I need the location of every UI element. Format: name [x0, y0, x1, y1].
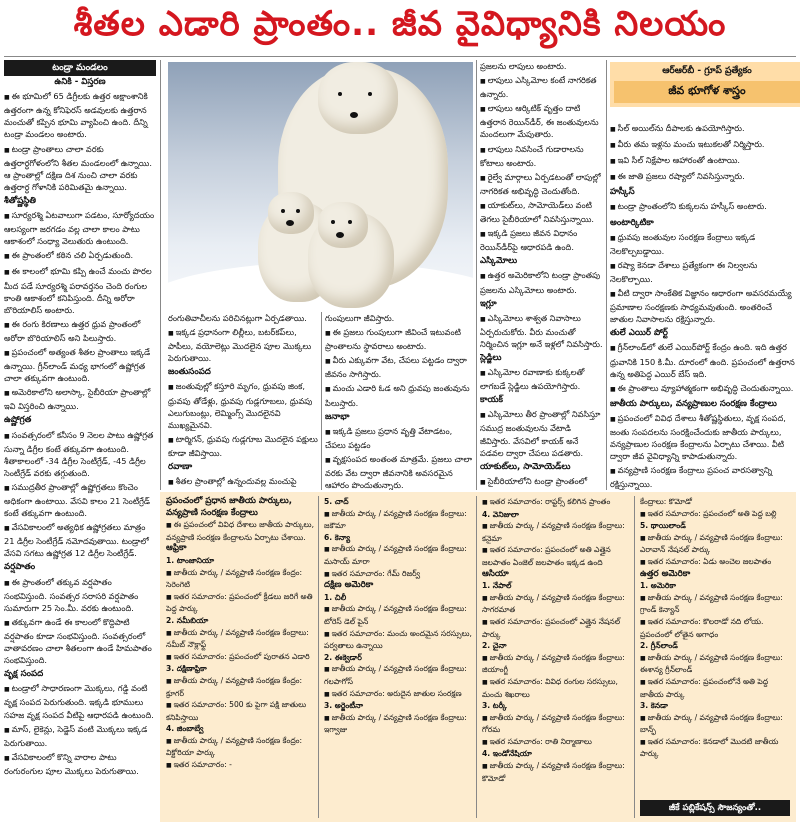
eye: [331, 220, 335, 224]
paragraph: ■ ఈ ప్రాంతాలు వ్యూహాత్మకంగా అభివృద్ధి చెందుతున్నాయి.: [610, 382, 796, 396]
third-column: [480, 60, 604, 490]
parks-table-box: [160, 492, 796, 822]
subheading: జనాభా: [325, 411, 350, 422]
list-item: ■ జాతీయ పార్కు / వన్యప్రాణి సంరక్షణ కేంద్రాలు: గోరమ: [482, 712, 632, 736]
list-item: ■ జాతీయ పార్కు / వన్యప్రాణి సంరక్షణ కేంద్రాలు: సాగరమాత: [482, 592, 632, 616]
list-item: 5. చాద్: [324, 497, 349, 506]
list-item: ■ ఇతర సమాచారం: ప్రపంచంలో అతి ఎత్తైన జలపాతం ఏంజెల్ జలపాతం ఇక్కడ ఉంది: [482, 544, 632, 568]
cub-right-head: [318, 202, 368, 248]
paragraph: ■ సైబీరియాలోని టండ్రా ప్రాంతంలో: [480, 475, 604, 490]
paragraph: ■ వీటి ద్వారా సాంకేతిక విజ్ఞానం ఆధారంగా అవసరమయ్యే ప్రమాణాల సంరక్షణకు సాధ్యమవుతుంది. అంతరించే జాతుల నివాసాలను రక్షిస్తున్నారు.: [610, 287, 796, 325]
eye: [281, 209, 285, 213]
paragraph: ■ ఈ ప్రజలు గుంపులుగా జీవించే ఇటువంటి ప్రాంతాలను స్థావరాలు అంటారు.: [325, 326, 473, 352]
list-item: 2. నమీబియా: [166, 615, 209, 625]
paragraph: ■ ఇక్కడి ప్రజలు జీవన విధానం రెయిన్‌డీర్‌పై ఆధారపడి ఉంది.: [480, 227, 604, 253]
publisher-credit: జీకే పబ్లికేషన్స్ సౌజన్యంతో..: [640, 800, 790, 816]
list-item: ■ ఇతర సమాచారం: కెనడాలో మొదటి జాతీయ పార్కు: [640, 736, 790, 760]
paragraph: ■ యాకుట్‌లు, సామోయెడ్‌లు వంటి తెగలు సైబీరియాలో నివసిస్తున్నాయి.: [480, 199, 604, 225]
list-item: 5. థాయిలాండ్: [640, 521, 686, 531]
callout-title: జీవ భూగోళ శాస్త్రం: [614, 81, 800, 103]
paragraph: ■ వీరు తమ ఇళ్లను మంచు ఇటుకలతో నిర్మిస్తారు.: [610, 138, 796, 152]
cub-left-head: [268, 192, 314, 234]
eye: [368, 92, 372, 96]
paragraph: ■ వన్యప్రాణి సంరక్షణ కేంద్రాలు ప్రపంచ వారసత్వాన్ని రక్షిస్తున్నాయి.: [610, 464, 796, 490]
paragraph: ■ ప్రపంచంలో వివిధ దేశాలు శీతోష్ణస్థితులు, వృక్ష సంపద, జంతు సంపదలను సంరక్షించేందుకు జాతీయ పార్కులు, వన్యప్రాణుల సంరక్షణ కేంద్రాలను ఏర్పాటు చేశాయి. వీటి ద్వారా జీవ వైవిధ్యాన్ని కాపాడుతున్నారు.: [610, 412, 796, 462]
list-item: 2. గ్రీన్‌లాండ్: [640, 641, 678, 651]
list-item: ■ జాతీయ పార్కు / వన్యప్రాణి సంరక్షణ కేంద్రం: సెరెంగెటి: [166, 567, 316, 591]
list-item: ■ ఇతర సమాచారం: ప్రపంచంలో ఎత్తైన నేషనల్ పార్కు: [482, 616, 632, 640]
paragraph: ■ ఈ రంగు కిరణాలు ఉత్తర ధ్రువ ప్రాంతంలో అరోరా బొరియాలిస్‌ అని పిలుస్తారు.: [4, 318, 156, 344]
column-divider: [476, 496, 477, 818]
paragraph: ■ టార్మిగన్, ధ్రువపు గుడ్లగూబ మొదలైన పక్షులు కూడా జీవిస్తాయి.: [168, 433, 318, 459]
headline: శీతల ఎడారి ప్రాంతం.. జీవ వైవిధ్యానికి నిలయం: [73, 3, 727, 44]
paragraph: ■ ఇవి సీల్ నిక్షేపాల ఆహారంతో ఉంటాయి.: [610, 154, 796, 168]
paragraph: ■ మంచు ఎడారి ఓడ అని ధ్రువపు జంతువును పిలుస్తారు.: [325, 382, 473, 408]
list-item: 1. అమెరికా: [640, 581, 677, 591]
list-item: ■ ఇతర సమాచారం: ప్రపంచంలో క్రీడలు జరిగే అతి పెద్ద పార్కు: [166, 591, 316, 615]
list-item: ■ జాతీయ పార్కు / వన్యప్రాణి సంరక్షణ కేంద్రాలు: నమీబ్ నౌక్లాఫ్ట్: [166, 627, 316, 651]
exam-callout: [610, 62, 800, 107]
nose: [286, 220, 294, 226]
column-divider: [476, 60, 477, 490]
list-item: ■ జాతీయ పార్కు / వన్యప్రాణి సంరక్షణ కేంద్రాలు: జకౌమా: [324, 508, 474, 532]
list-item: ■ జాతీయ పార్కు / వన్యప్రాణి సంరక్షణ కేంద్రాలు: టోరెస్ డెల్ పైన్: [324, 603, 474, 627]
list-item: 3. దక్షిణాఫ్రికా: [166, 664, 207, 674]
list-item: ■ ఇతర సమాచారం: రాప్టర్స్ కలిగిన ప్రాంతం: [482, 496, 632, 509]
list-item: 6. కెన్యా: [324, 532, 351, 542]
paragraph: ■ లాపులు నివసించే గుడారాలను కోటాలు అంటారు.: [480, 143, 604, 169]
paragraph: ■ ఈ ప్రాంతంలో కఠిన చలి ఏర్పడుతుంది.: [4, 249, 156, 263]
callout-tag: ఆర్‌ఆర్‌బీ - గ్రూప్ ప్రత్యేకం: [662, 66, 752, 76]
paragraph: ■ రష్యా కెనడా దేశాలు ప్రత్యేకంగా ఈ నిల్వలను నెలకొల్పాయి.: [610, 259, 796, 285]
subheading: రవాణా: [168, 462, 193, 473]
nose: [336, 232, 344, 238]
nose: [350, 112, 358, 118]
middle-column: [168, 312, 318, 490]
list-item: 2. ఈక్వెడార్: [324, 652, 362, 662]
list-item: 4. ఇండోనేషియా: [482, 749, 532, 759]
paragraph: ■ అమెరికాలోని అలాస్కా, సైబీరియా ప్రాంతాల్లో ఇవి విస్తరించి ఉన్నాయి.: [4, 386, 156, 412]
paragraph: ■ టండ్రా ప్రాంతాలు చాలా వరకు ఉత్తరార్ధగోళంలోని శీతల మండలంలో ఉన్నాయి. ఆ ప్రాంతాల్లో దక్షిణ దిశ నుంచి చాలా వరకు ఉత్తరార్ధ గోళానికి పరిమితమై ఉన్నాయి.: [4, 143, 156, 193]
list-item: 4. జింబాబ్వే: [166, 724, 204, 734]
column-divider: [634, 496, 635, 818]
list-item: ■ జాతీయ పార్కు / వన్యప్రాణి సంరక్షణ కేంద్రాలు: మసాయ్ మారా: [324, 543, 474, 567]
mother-bear-head: [318, 62, 398, 134]
subheading: ఉత్తర అమెరికా: [640, 568, 691, 579]
paragraph: ■ సముద్రతీర ప్రాంతాల్లో ఉష్ణోగ్రతలు కొంచెం అధికంగా ఉంటాయి. వేసవి కాలం 21 సెంటీగ్రేడ్ కంటే తక్కువగా ఉంటుంది.: [4, 481, 156, 519]
paragraph: ■ ధ్రువపు జంతువుల సంరక్షణ కేంద్రాలు ఇక్కడ నెలకొల్పబడ్డాయి.: [610, 231, 796, 257]
parks-column-3: [482, 496, 632, 818]
column-divider: [606, 60, 607, 490]
subheading: ఉష్ణోగ్రత: [4, 415, 32, 426]
paragraph: ■ రైల్వే మార్గాలు ఏర్పడటంతో లాపుల్లో నాగరికత అభివృద్ధి చెందుతోంది.: [480, 171, 604, 197]
subheading: జాతీయ పార్కులు, వన్యప్రాణుల సంరక్షణ కేంద్రాలు: [610, 398, 777, 409]
header-rule: [4, 56, 796, 57]
middle-column-b: [325, 312, 473, 490]
subheading: వర్షపాతం: [4, 562, 36, 573]
subheading: దక్షిణ అమెరికా: [324, 580, 374, 591]
subheading: ఆఫ్రికా: [166, 543, 187, 554]
paragraph: ■ సూర్యరశ్మి ఏటవాలుగా పడటం, సూర్యోదయం ఆలస్యంగా జరగడం వల్ల చాలా కాలం పాటు ఆకాశంలో సంధ్యా వెలుతురు ఉంటుంది.: [4, 209, 156, 247]
fourth-column: [610, 122, 796, 490]
paragraph: ■ ఈ జాతి ప్రజలు రష్యాలో నివసిస్తున్నారు.: [610, 170, 796, 184]
list-item: కేంద్రాలు: కొమోడో: [640, 497, 692, 506]
parks-column-2: [324, 496, 474, 818]
list-item: 1. చిలీ: [324, 592, 347, 602]
paragraph: ■ ఉత్తర అమెరికాలోని టండ్రా ప్రాంతపు ప్రజలను ఎస్కిమోలు అంటారు.: [480, 269, 604, 295]
list-item: ■ ఇతర సమాచారం: ప్రపంచంలో పురాతన ఎడారి: [166, 651, 316, 664]
paragraph: ■ గ్రీన్‌లాండ్‌లో తులే ఎయిర్‌పోర్ట్ కేంద్రం ఉంది. ఇది ఉత్తర ధ్రువానికి 150 కి.మీ. దూరంలో ఉంది. ప్రపంచంలో ఉత్తరాన ఉన్న అతిపెద్ద ఎయిర్ బేస్ ఇది.: [610, 341, 796, 379]
paragraph: ■ ఎస్కిమోలు శాశ్వత నివాసాలు ఏర్పరుచుకోరు. వీరు మంచుతో నిర్మించిన ఇగ్లూ అనే ఇళ్లలో నివసిస్తారు.: [480, 312, 604, 350]
paragraph: ■ ఈ ప్రపంచంలో వివిధ దేశాలు జాతీయ పార్కులు, వన్యప్రాణి సంరక్షణ కేంద్రాలను ఏర్పాటు చేశాయి.: [166, 519, 316, 543]
list-item: 4. వెనిజులా: [482, 509, 519, 519]
list-item: ■ ఇతర సమాచారం: కొలరాడో నది లోయ. ప్రపంచంలో లోతైన అగాధం: [640, 616, 790, 640]
paragraph: ■ టండ్రాలో సాధారణంగా మొక్కలు, గడ్డి వంటి వృక్ష సంపద పెరుగుతుంది. ఇక్కడి భూములు సహజ వృక్ష సంపద వీటిపై ఆధారపడి ఉంటుంది.: [4, 682, 156, 720]
eye: [296, 209, 300, 213]
list-item: ■ జాతీయ పార్కు / వన్యప్రాణి సంరక్షణ కేంద్రం: క్రూగర్: [166, 675, 316, 699]
paragraph: ■ ఇక్కడి ప్రజలు ప్రధాన వృత్తి వేటాడటం, చేపలు పట్టడం: [325, 425, 473, 451]
subheading: ఉనికి - విస్తరణ: [54, 77, 106, 88]
left-column: [4, 60, 156, 822]
paragraph: ■ లాపులు ఆర్కిటిక్ వృత్తం దాటి ఉత్తరాన రెయిన్‌డీర్, ఈ జంతువులను మందలుగా మేపుతారు.: [480, 102, 604, 140]
section-title: టండ్రా మండలం: [4, 60, 156, 76]
subheading: హస్కీస్: [610, 187, 635, 198]
list-item: ■ ఇతర సమాచారం: ప్రపంచంలో అతి పెద్ద బల్లి: [640, 508, 790, 521]
paragraph: ■ టండ్రా ప్రాంతంలోని కుక్కలను హస్కీస్ అంటారు.: [610, 200, 796, 214]
subheading: యాకుట్‌లు, సామోయెడ్‌లు: [480, 461, 571, 472]
subheading: అంటార్కిటికా: [610, 217, 654, 228]
list-item: ■ జాతీయ పార్కు / వన్యప్రాణి సంరక్షణ కేంద్రాలు: ఇగ్వాజు: [324, 712, 474, 736]
subheading: వృక్ష సంపద: [4, 669, 44, 680]
paragraph: రంగుతివాచీలను పరిచినట్లుగా ఏర్పడతాయి.: [168, 313, 307, 323]
paragraph: ■ మాస్, లైకెన్లు, సెడ్జెస్ వంటి మొక్కలు ఇక్కడ పెరుగుతాయి.: [4, 723, 156, 749]
paragraph: ■ సీల్ అయిల్‌ను దీపాలకు ఉపయోగిస్తారు.: [610, 122, 796, 136]
list-item: ■ ఇతర సమాచారం: వివిధ రంగుల సరస్సులు, మంచు శిఖరాలు: [482, 676, 632, 700]
eye: [348, 220, 352, 224]
paragraph: ■ వేసవికాలంలో అత్యధిక ఉష్ణోగ్రతలు మాత్రం 21 డిగ్రీల సెంటీగ్రేడ్ నమోదవుతాయి. టండ్రాలో వేసవి సగటు ఉష్ణోగ్రత 12 డిగ్రీల సెంటీగ్రేడ్.: [4, 521, 156, 559]
list-item: ■ ఇతర సమాచారం: 500 కు పైగా పక్షి జాతులు కనిపిస్తాయి: [166, 699, 316, 723]
list-item: ■ ఇతర సమాచారం: రాతి నిర్మాణాలు: [482, 736, 632, 749]
paragraph: ■ ఈ ప్రాంతంలో తక్కువ వర్షపాతం సంభవిస్తుంది. సంవత్సర సరాసరి వర్షపాతం సుమారుగా 25 సెం.మీ. వరకు ఉంటుంది.: [4, 576, 156, 614]
list-item: ■ ఇతర సమాచారం: అరుదైన జాతుల సంరక్షణ: [324, 688, 474, 701]
list-item: ■ జాతీయ పార్కు / వన్యప్రాణి సంరక్షణ కేంద్రాలు: గ్రాండ్ కెన్యాన్: [640, 592, 790, 616]
column-divider: [321, 312, 322, 490]
list-item: ■ ఇతర సమాచారం: గేమ్ రిజర్వ్: [324, 568, 474, 581]
list-item: ■ జాతీయ పార్కు / వన్యప్రాణి సంరక్షణ కేంద్రాలు: ఈశాన్య గ్రీన్‌లాండ్: [640, 652, 790, 676]
list-item: ■ జాతీయ పార్కు / వన్యప్రాణి సంరక్షణ కేంద్రాలు: ఎరావాన్ నేషనల్ పార్కు: [640, 532, 790, 556]
subheading: శీతోష్ణస్థితి: [4, 195, 36, 206]
list-item: ■ జాతీయ పార్కు / వన్యప్రాణి సంరక్షణ కేంద్రాలు: జియాంగ్జీ: [482, 652, 632, 676]
subheading: ఇగ్లూ: [480, 298, 497, 309]
list-item: ■ జాతీయ పార్కు / వన్యప్రాణి సంరక్షణ కేంద్రం: విక్టోరియా పార్కు: [166, 735, 316, 759]
list-item: 1. టాంజానియా: [166, 555, 215, 565]
subheading: ఆసియా: [482, 568, 509, 579]
list-item: ■ జాతీయ పార్కు / వన్యప్రాణి సంరక్షణ కేంద్రాలు: బాన్ఫ్: [640, 712, 790, 736]
paragraph: ■ ఎస్కిమోల రవాణాకు కుక్కలతో లాగబడే స్లెడ్జిలు ఉపయోగిస్తారు.: [480, 366, 604, 392]
list-item: ■ జాతీయ పార్కు / వన్యప్రాణి సంరక్షణ కేంద్రాలు: కొమోడో: [482, 760, 632, 784]
parks-column-1: [166, 496, 316, 818]
paragraph: ■ శీతల ప్రాంతాల్లో ఉన్నందువల్ల మంచుపై: [168, 475, 318, 490]
parks-column-4: [640, 496, 790, 796]
subheading: కాయక్: [480, 395, 503, 406]
subheading: ఎస్కిమోలు: [480, 256, 518, 267]
paragraph: ప్రజలను లాపులు అంటారు.: [480, 61, 567, 71]
paragraph: ■ వీరు ఎక్కువగా వేట, చేపలు పట్టడం ద్వారా జీవనం సాగిస్తారు.: [325, 354, 473, 380]
list-item: ■ ఇతర సమాచారం: మంచు అందమైన సరస్సులు, పర్వతాలు ఉన్నాయి: [324, 628, 474, 652]
column-divider: [160, 60, 161, 490]
list-item: 2. చైనా: [482, 641, 507, 651]
list-item: ■ జాతీయ పార్కు / వన్యప్రాణి సంరక్షణ కేంద్రాలు: గలపాగోస్: [324, 663, 474, 687]
list-item: ■ జాతీయ పార్కు / వన్యప్రాణి సంరక్షణ కేంద్రాలు: కనైమా: [482, 520, 632, 544]
paragraph: ■ ఎస్కిమోలు తీర ప్రాంతాల్లో నివసిస్తూ సముద్ర జంతువులను వేటాడి జీవిస్తారు. వేసవిలో కాయక్ అనే పడవల ద్వారా చేపలు పడతారు.: [480, 408, 604, 458]
subheading: స్లెడ్జిలు: [480, 352, 502, 363]
list-item: 3. అర్జెంటీనా: [324, 701, 363, 711]
paragraph: గుంపులుగా జీవిస్తారు.: [325, 313, 395, 323]
paragraph: ■ తక్కువగా ఉండే ఈ కాలంలో కొద్దిపాటి వర్షపాతం కూడా సంభవిస్తుంది. సంవత్సరంలో వాతావరణం చాలా శీతలంగా ఉండే హిమపాతం సంభవిస్తుంది.: [4, 616, 156, 666]
headline-banner: [0, 0, 800, 55]
list-item: ■ ఇతర సమాచారం: ప్రపంచంలోనే అతి పెద్ద జాతీయ పార్కు: [640, 676, 790, 700]
list-item: 3. టర్కీ: [482, 701, 507, 711]
column-divider: [318, 496, 319, 818]
list-item: 1. నేపాల్: [482, 581, 512, 591]
paragraph: ■ ఈ భూమిలో 65 డిగ్రీలకు ఉత్తర అక్షాంశానికి ఉత్తరంగా ఉన్న కోనిఫెరస్ అడవులకు ఉత్తరాన మంచుతో కప్పిన భూమి వ్యాపించి ఉంది. దీన్ని టండ్రా మండలం అంటారు.: [4, 90, 156, 140]
list-item: ■ ఇతర సమాచారం: ఏడు అంచెల జలపాతం: [640, 556, 790, 569]
paragraph: ■ లాపులు ఎస్కిమోల కంటే నాగరికత ఉన్నారు.: [480, 74, 604, 100]
eye: [338, 92, 342, 96]
subheading: ప్రపంచంలో ప్రధాన జాతీయ పార్కులు, వన్యప్రాణి సంరక్షణ కేంద్రాలు: [166, 496, 293, 518]
paragraph: ■ వృక్షసంపద అంతంత మాత్రమే. ప్రజలు చాలా వరకు వేట ద్వారా జీవనానికి అవసరమైన ఆహారం పొందుతున్నారు.: [325, 453, 473, 490]
paragraph: ■ ఈ కాలంలో భూమి కప్పి ఉంచే మంచు పొరల మీద పడే సూర్యరశ్మి పరావర్తనం చెంది రంగుల కాంతి ఆకాశంలో కనిపిస్తుంది. దీన్ని అరోరా బొరియాలిస్ అంటారు.: [4, 265, 156, 315]
list-item: 3. కెనడా: [640, 701, 668, 711]
paragraph: ■ జంతువుల్లో కస్తూరి మృగం, ధ్రువపు జింక, ధ్రువపు తోడేళ్లు, ధ్రువపు గుడ్లగూబలు, ధ్రువపు ఎలుగుబంట్లు, లెమ్మింగ్స్ మొదలైనవి ముఖ్యమైనవి.: [168, 380, 318, 430]
paragraph: ■ ఇక్కడ ప్రధానంగా లిల్లీలు, బటర్‌కప్‌లు, పాపీలు, వయోలెట్లు మొదలైన పూల మొక్కలు పెరుగుతాయి.: [168, 326, 318, 364]
list-item: ■ ఇతర సమాచారం: -: [166, 759, 316, 772]
subheading: జంతుసంపద: [168, 367, 211, 378]
paragraph: ■ సంవత్సరంలో కనీసం 9 నెలల పాటు ఉష్ణోగ్రత సున్నా డిగ్రీల కంటే తక్కువగా ఉంటుంది. శీతాకాలంలో -34 డిగ్రీల సెంటీగ్రేడ్, -45 డిగ్రీల సెంటీగ్రేడ్ వరకు తగ్గుతుంది.: [4, 429, 156, 479]
paragraph: ■ వేసవికాలంలో కొన్ని వారాల పాటు రంగురంగుల పూల మొక్కలు పెరుగుతాయి.: [4, 751, 156, 777]
paragraph: ■ ప్రపంచంలో అత్యంత శీతల ప్రాంతాలు ఇక్కడే ఉన్నాయి. గ్రీన్‌లాండ్‌ మధ్య భాగంలో ఉష్ణోగ్రత చాలా తక్కువగా ఉంటుంది.: [4, 346, 156, 384]
subheading: తులే ఎయిర్ పోర్ట్: [610, 328, 668, 339]
polar-bear-photo: [168, 62, 473, 308]
